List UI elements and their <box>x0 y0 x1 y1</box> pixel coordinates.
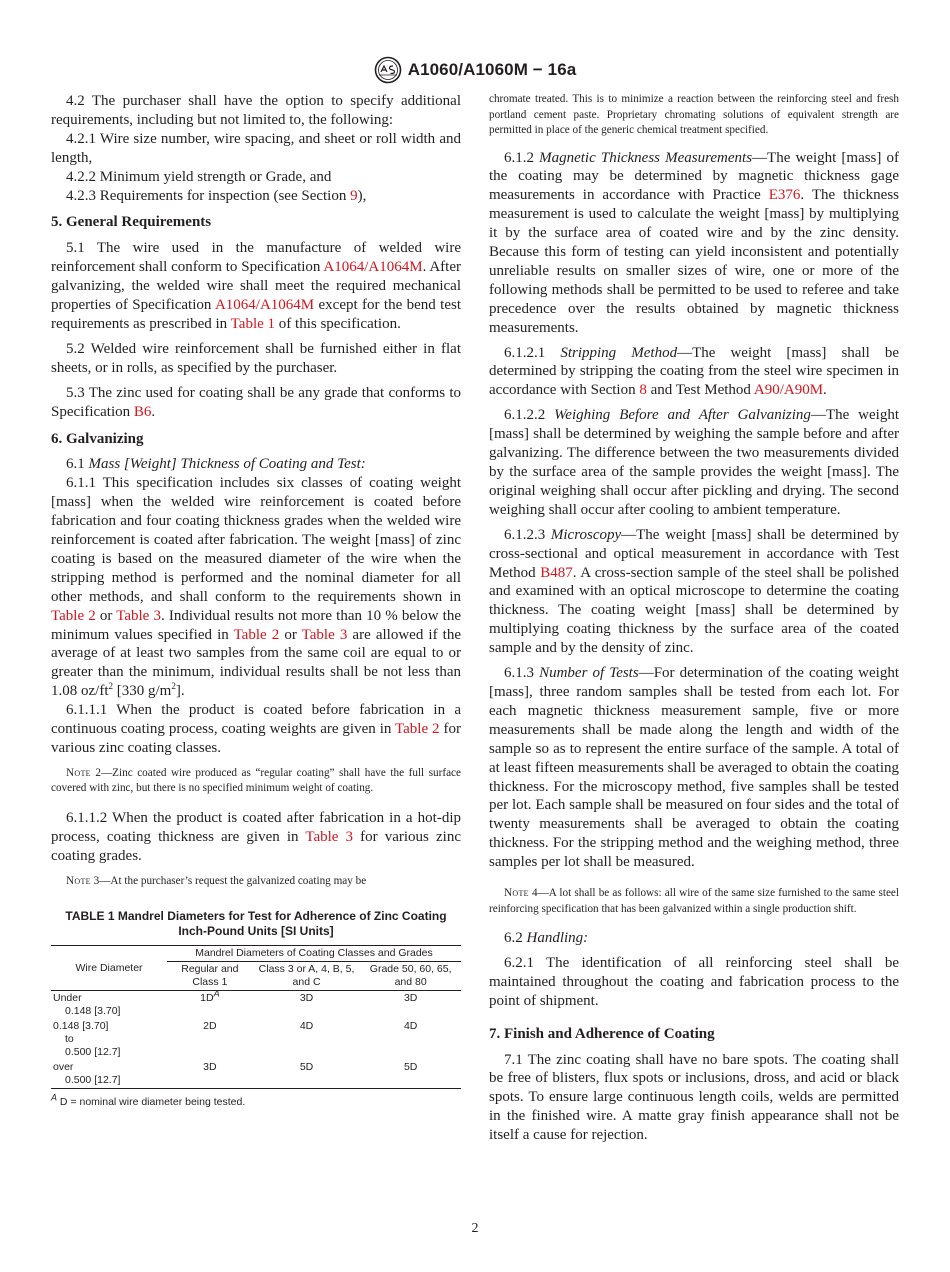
text: . Individual results not more than 10 % below the minimum values specified in <box>51 607 461 643</box>
text: 1D <box>200 992 214 1005</box>
table-1-caption: TABLE 1 Mandrel Diameters for Test for Adherence of Zinc Coating Inch-Pound Units [SI Units] <box>65 909 447 939</box>
table-row <box>51 1060 461 1089</box>
text: ]. <box>175 683 185 700</box>
paragraph-6-2 <box>489 929 899 948</box>
paragraph-4-2: 4.2 The purchaser shall have the option to specify additional requirements, including but not limited to, the following: <box>51 93 461 128</box>
text: are allowed if the average of at least two samples from the same coil are equal to or greater than the minimum, individual results shall be not less than 1.08 oz/ft <box>51 626 461 700</box>
text: over <box>53 1061 74 1074</box>
text: 0.500 [12.7] <box>65 1074 121 1087</box>
col-header-wire-diameter: Wire Diameter <box>51 946 167 991</box>
paragraph-6-1-2 <box>489 149 899 338</box>
text: 0.148 [3.70] <box>53 1020 109 1033</box>
col-header-regular: Regular and Class 1 <box>167 962 253 991</box>
superscript: 2 <box>171 681 176 692</box>
text: —For determination of the coating weight [mass], three random samples shall be tested from each lot. For each magnetic thickness measurement sample, five or more measurements shall be made along the length and width of the sample so as to represent the entire surface of the sample. A total of at least fifteen measurements shall be averaged to obtain the coating thickness. For the microscopy method, five samples shall be tested per lot. Each sample shall be measured on four sides and the total of twenty measurements shall be averaged to obtain the coating thickness. For the stripping method and the weighing method, three samples per lot shall be measured. <box>489 665 900 871</box>
text: or <box>279 626 302 643</box>
link-section-8[interactable]: 8 <box>639 382 647 399</box>
paragraph-5-1 <box>51 239 461 334</box>
right-column <box>489 92 899 1151</box>
text: except for the bend test requirements as prescribed in <box>51 297 461 332</box>
text: 0.500 [12.7] <box>65 1046 121 1059</box>
text: . The thickness measurement is used to calculate the weight [mass] by multiplying it by the surface area of coated wire and by the zinc density. Because this form of testing can yield inconsistent and potentially unreliable results on smaller sizes of wire, one or more of the following methods shall be permitted to be used to referee and take precedence over the results obtained by magnetic thickness measurements. <box>489 187 899 336</box>
link-a90[interactable]: A90/A90M <box>753 382 824 399</box>
link-section-9[interactable]: 9 <box>350 187 358 204</box>
text: 6.1.2.3 <box>504 526 551 543</box>
link-table-2[interactable]: Table 2 <box>395 721 440 738</box>
cell-grade: 5D <box>403 1061 418 1074</box>
page-header <box>0 56 950 84</box>
text: or <box>95 607 117 624</box>
col-header-class3: Class 3 or A, 4, B, 5, and C <box>253 962 361 991</box>
cell-regular: 3D <box>203 1061 217 1074</box>
cell-regular <box>167 988 253 1020</box>
text: 2—Zinc coated wire produced as “regular coating” shall have the full surface covered with zinc, but there is no specified minimum weight of coating. <box>51 766 461 795</box>
text: to <box>65 1033 74 1046</box>
text: . After galvanizing, the welded wire shall meet the required mechanical properties of Specification <box>51 259 461 314</box>
link-a1064-2[interactable]: A1064/A1064M <box>214 297 315 314</box>
text: 3—At the purchaser’s request the galvanized coating may be <box>90 874 367 887</box>
text: 6.1.1 This specification includes six classes of coating weight [mass] when the welded wire reinforcement is coated before fabrication and four coating thickness grades when the welded wire reinforcement is coated after fabrication. The weight [mass] of zinc coating is based on the measured diameter of the wire when the stripping method is performed and the nominal diameter for all other methods, and shall conform to the requirements shown in <box>51 475 461 605</box>
link-a1064-1[interactable]: A1064/A1064M <box>323 259 423 276</box>
paragraph-6-1 <box>51 455 461 474</box>
section-heading-6: 6. Galvanizing <box>51 430 144 447</box>
link-table-3[interactable]: Table 3 <box>116 607 161 624</box>
link-e376[interactable]: E376 <box>768 187 801 204</box>
text: 4.2.3 Requirements for inspection (see Section <box>66 187 351 204</box>
table-1-footnote <box>51 1093 461 1112</box>
text: 5.3 The zinc used for coating shall be any grade that conforms to Specification <box>51 384 461 420</box>
cell-wire <box>51 1019 167 1060</box>
paragraph-7-1: 7.1 The zinc coating shall have no bare spots. The coating shall be free of blisters, flux spots or inclusions, dross, and acid or black spots. To ensure large continuous length coils, welds are permitted in the finished wire. A matte gray finish appearance shall not be itself a cause for rejection. <box>489 1051 899 1144</box>
note-3 <box>51 874 461 890</box>
paragraph-6-1-3 <box>489 664 899 872</box>
note-3-continuation: chromate treated. This is to minimize a reaction between the reinforcing steel and fresh portland cement paste. Proprietary chromating solutions of equivalent strength are permitted in place of the generic chemical treatment specified. <box>489 93 899 136</box>
paragraph-5-3 <box>51 384 461 422</box>
link-b487[interactable]: B487 <box>540 564 573 581</box>
text: of this specification. <box>275 315 401 332</box>
text: —The weight [mass] shall be determined by stripping the coating from the steel wire specimen in accordance with Section <box>489 344 900 399</box>
cell-grade: 4D <box>403 1020 418 1033</box>
text: for various zinc coating grades. <box>51 828 461 864</box>
italic-title: Mass [Weight] Thickness of Coating and Test: <box>88 456 366 473</box>
paragraph-5-2: 5.2 Welded wire reinforcement shall be furnished either in flat sheets, or in rolls, as specified by the purchaser. <box>51 340 461 376</box>
text: 6.1.1.1 When the product is coated before fabrication in a continuous coating process, coating weights are given in <box>51 702 461 738</box>
table-row <box>51 991 461 1020</box>
left-column <box>51 92 461 1112</box>
note-label: Note <box>66 766 91 779</box>
cell-class3: 5D <box>299 1061 314 1074</box>
paragraph-6-1-2-2 <box>489 406 899 519</box>
italic-title: Handling: <box>526 930 589 947</box>
cell-regular: 2D <box>203 1020 217 1033</box>
document-designation: A1060/A1060M − 16a <box>407 60 577 79</box>
text: Under <box>53 992 82 1005</box>
text: . A cross-section sample of the steel shall be polished and examined with an optical microscope to determine the coating thickness. The coating weight [mass] shall be determined by multiplying coating thickness by the surface area of the coated sample and by the density of zinc. <box>489 564 899 657</box>
note-4 <box>489 886 899 917</box>
link-table-1[interactable]: Table 1 <box>230 315 276 332</box>
text: for various zinc coating classes. <box>51 721 461 756</box>
text: . <box>151 403 156 420</box>
note-label: Note <box>66 874 91 887</box>
text: 6.1.2 <box>504 149 540 166</box>
text: —The weight [mass] of the coating may be determined by magnetic thickness gage measurements in accordance with Practice <box>489 149 899 204</box>
col-header-grade: Grade 50, 60, 65, and 80 <box>360 962 461 991</box>
cell-class3: 3D <box>299 992 314 1005</box>
text: 6.1 <box>66 456 89 473</box>
italic-title: Microscopy <box>550 526 622 543</box>
text: D = nominal wire diameter being tested. <box>57 1096 246 1109</box>
paragraph-4-2-1: 4.2.1 Wire size number, wire spacing, and sheet or roll width and length, <box>51 130 461 166</box>
section-heading-5: 5. General Requirements <box>51 214 212 231</box>
astm-logo <box>374 56 402 84</box>
superscript: 2 <box>108 681 113 692</box>
italic-title: Stripping Method <box>560 344 678 361</box>
link-table-3[interactable]: Table 3 <box>301 626 348 643</box>
text: ), <box>357 187 367 204</box>
cell-wire <box>51 1060 167 1089</box>
paragraph-6-1-2-1 <box>489 344 899 401</box>
text: [330 g/m <box>113 683 172 700</box>
cell-grade: 3D <box>403 992 418 1005</box>
table-row <box>51 1019 461 1060</box>
cell-wire <box>51 991 167 1020</box>
footnote-mark: A <box>51 1092 58 1103</box>
link-b6[interactable]: B6 <box>133 403 152 420</box>
link-table-3[interactable]: Table 3 <box>305 828 354 845</box>
italic-title: Number of Tests <box>539 665 639 682</box>
note-2 <box>51 766 461 797</box>
text: 6.2 <box>504 930 527 947</box>
section-heading-7: 7. Finish and Adherence of Coating <box>489 1025 715 1042</box>
paragraph-4-2-2: 4.2.2 Minimum yield strength or Grade, and <box>66 168 332 185</box>
text: 6.1.2.2 <box>504 407 555 424</box>
text: and Test Method <box>646 382 754 399</box>
paragraph-6-1-1-2 <box>51 809 461 866</box>
text: . <box>823 382 827 399</box>
italic-title: Magnetic Thickness Measurements <box>539 149 753 166</box>
paragraph-6-1-1-1 <box>51 701 461 758</box>
text: 6.1.3 <box>504 665 540 682</box>
text: 6.1.2.1 <box>504 344 561 361</box>
footnote-mark: A <box>213 988 220 999</box>
paragraph-4-2-3 <box>51 187 461 206</box>
page-number: 2 <box>471 1221 479 1236</box>
text: 0.148 [3.70] <box>65 1005 121 1018</box>
col-group-header: Mandrel Diameters of Coating Classes and Grades <box>167 946 461 962</box>
note-label: Note <box>504 887 529 900</box>
paragraph-6-1-1 <box>51 474 461 701</box>
paragraph-6-2-1: 6.2.1 The identification of all reinforcing steel shall be maintained throughout the coating and fabrication process to the point of shipment. <box>489 954 899 1009</box>
italic-title: Weighing Before and After Galvanizing <box>554 407 811 424</box>
text: 5.1 The wire used in the manufacture of welded wire reinforcement shall conform to Specification <box>51 240 461 276</box>
text: 4—A lot shall be as follows: all wire of the same size furnished to the same steel reinforcing specification that has been galvanized within a single production shift. <box>489 887 899 915</box>
text: 6.1.1.2 When the product is coated after fabrication in a hot-dip process, coating thickness are given in <box>51 809 461 845</box>
text: —The weight [mass] shall be determined by weighing the sample before and after galvanizing. The difference between the two measurements divided by the surface area of the sample provides the weight [mass]. The original weighing shall occur after pickling and drying. The second weighing shall occur after cooling to ambient temperature. <box>489 407 899 518</box>
cell-class3: 4D <box>299 1020 314 1033</box>
paragraph-6-1-2-3 <box>489 526 899 658</box>
link-table-2[interactable]: Table 2 <box>233 626 280 643</box>
table-header-row <box>51 946 461 962</box>
text: —The weight [mass] shall be determined by cross-sectional and optical measurement in accordance with Test Method <box>489 526 899 581</box>
link-table-2[interactable]: Table 2 <box>51 607 96 624</box>
table-1 <box>51 945 461 1089</box>
